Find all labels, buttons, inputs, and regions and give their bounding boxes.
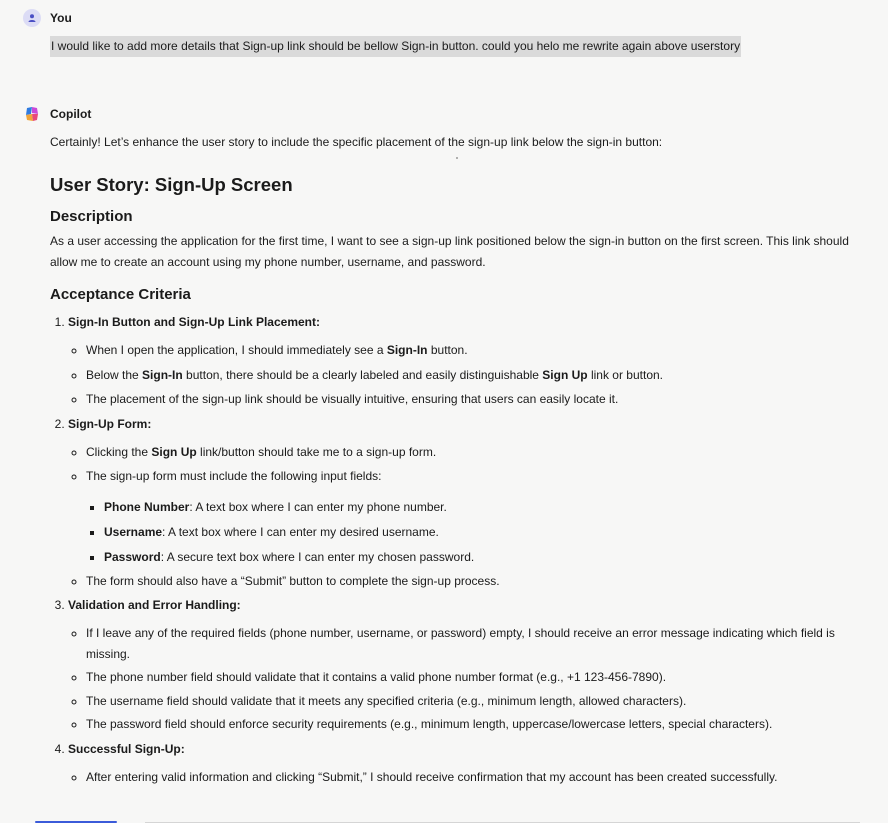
criteria-title: Validation and Error Handling: [68, 598, 241, 612]
user-message-header [23, 9, 72, 27]
list-item: ◦ The sign-up form must include the following input fields: ▪ Phone Number: A text box where I can enter my phone number. ▪ Username: A text box where I can enter my desired username. ▪ Password: A secure text box where I can enter my chosen password. [86, 466, 870, 567]
criteria-item [68, 595, 870, 735]
criteria-sublist [68, 442, 870, 592]
field-item: ▪ Phone Number: A text box where I can enter my phone number. [104, 497, 870, 517]
list-item: ◦ Below the Sign-In button, there should be a clearly labeled and easily distinguishable Sign Up link or button. [86, 365, 870, 386]
list-item: ◦ The form should also have a “Submit” button to complete the sign-up process. [86, 571, 870, 592]
fields-list [86, 497, 870, 567]
list-item: ◦ When I open the application, I should immediately see a Sign-In button. [86, 340, 870, 361]
list-item: ◦ The username field should validate that it meets any specified criteria (e.g., minimum length, allowed characters). [86, 691, 870, 712]
copilot-author-label: Copilot [50, 107, 92, 121]
acceptance-heading: Acceptance Criteria [50, 286, 191, 303]
bottom-toolbar [0, 818, 888, 823]
story-title: User Story: Sign-Up Screen [50, 174, 293, 195]
field-item: ▪ Password: A secure text box where I can enter my chosen password. [104, 547, 870, 567]
criteria-title: Sign-Up Form: [68, 416, 152, 431]
list-item: ◦ If I leave any of the required fields (phone number, username, or password) empty, I should receive an error message indicating which field is missing. [86, 623, 870, 664]
criteria-sublist [68, 767, 870, 788]
criteria-item [68, 739, 870, 788]
list-item: ◦ The password field should enforce security requirements (e.g., minimum length, uppercase/lowercase letters, special characters). [86, 714, 870, 735]
copilot-logo-icon [23, 105, 41, 123]
response-intro: Certainly! Let’s enhance the user story to include the specific placement of the sign-up link below the sign-in button: [50, 135, 663, 149]
criteria-item [68, 312, 870, 410]
separator-dot [456, 157, 458, 159]
user-message-text: I would like to add more details that Sign-up link should be bellow Sign-in button. could you helo me rewrite again above userstory [50, 36, 741, 57]
user-avatar-icon [23, 9, 41, 27]
description-text: As a user accessing the application for the first time, I want to see a sign-up link positioned below the sign-in button on the first screen. This link should allow me to create an account using my phone number, username, and password. [50, 234, 849, 269]
field-item: ▪ Username: A text box where I can enter my desired username. [104, 522, 870, 542]
list-item: ◦ The placement of the sign-up link should be visually intuitive, ensuring that users can easily locate it. [86, 389, 870, 410]
user-author-label: You [50, 11, 72, 25]
criteria-title: Successful Sign-Up: [68, 741, 185, 756]
criteria-item [68, 414, 870, 592]
criteria-list [50, 312, 870, 787]
list-item: ◦ Clicking the Sign Up link/button should take me to a sign-up form. [86, 442, 870, 463]
copilot-response [50, 132, 870, 787]
criteria-sublist [68, 623, 870, 735]
description-heading: Description [50, 208, 133, 225]
list-item: ◦ After entering valid information and clicking “Submit,” I should receive confirmation that my account has been created successfully. [86, 767, 870, 788]
criteria-sublist [68, 340, 870, 410]
list-item: ◦ The phone number field should validate that it contains a valid phone number format (e.g., +1 123-456-7890). [86, 667, 870, 688]
copilot-message-header [23, 105, 91, 123]
criteria-title: Sign-In Button and Sign-Up Link Placement: [68, 315, 320, 329]
